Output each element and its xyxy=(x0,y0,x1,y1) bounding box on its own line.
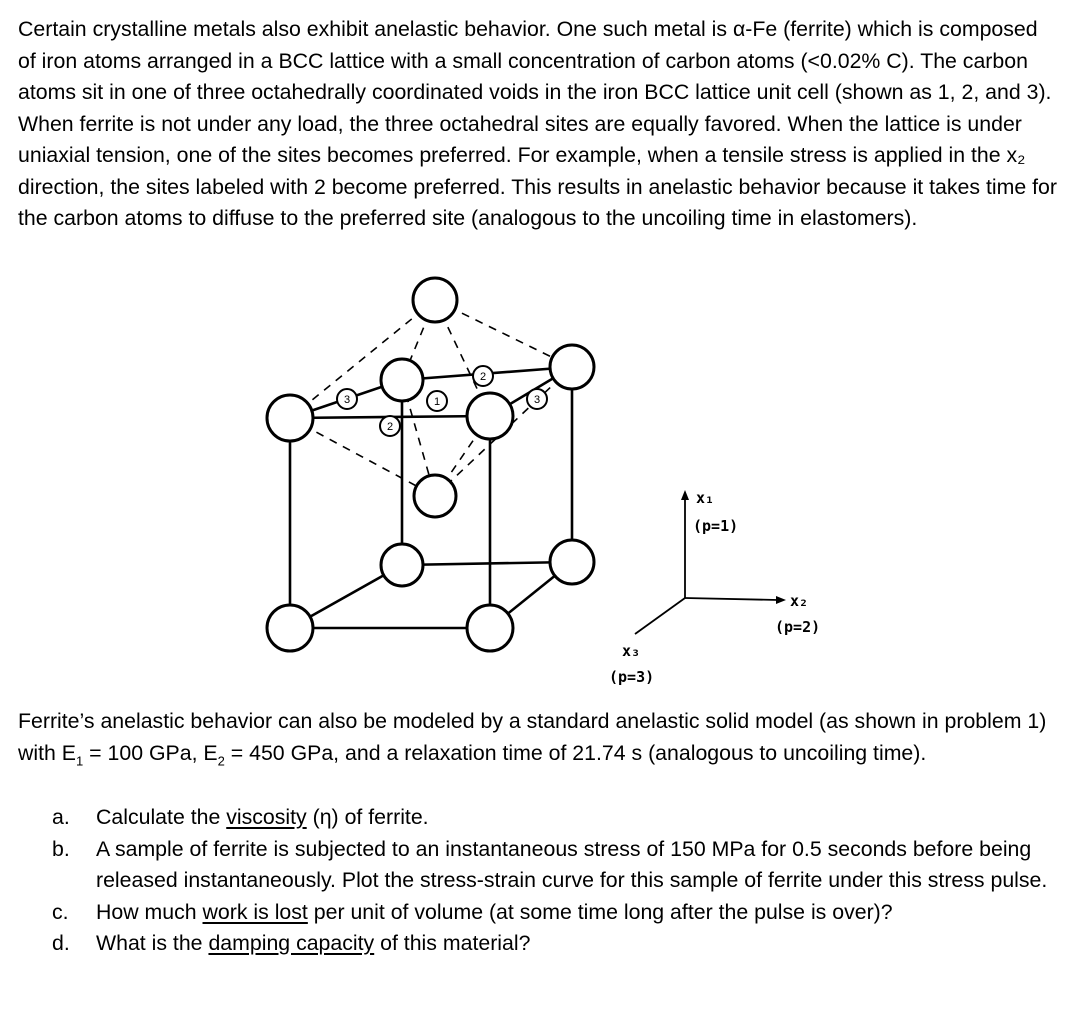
model-paragraph xyxy=(18,706,1058,776)
question-text-before: How much xyxy=(96,899,203,924)
site-label-1-center: 1 xyxy=(433,396,441,408)
x2-arrow-head xyxy=(776,596,786,604)
axis-label-x3-p: (p=3) xyxy=(609,668,655,686)
question-text-before: A sample of ferrite is subjected to an instantaneous stress of 150 MPa for 0.5 seconds before being released instantaneously. Plot the stress-strain curve for this sample of ferrite under this stress pulse. xyxy=(96,836,1048,892)
iron-atom-top xyxy=(413,278,457,322)
iron-atom-front-left-top xyxy=(267,395,313,441)
question-list xyxy=(52,802,1052,960)
question-text-after: (η) of ferrite. xyxy=(306,805,429,829)
axis-label-x3: x₃ xyxy=(622,642,641,660)
question-text-before: What is the xyxy=(96,931,209,955)
model-sub-2: 2 xyxy=(217,752,225,768)
iron-atom-front-right-top xyxy=(467,393,513,439)
site-label-2-left: 2 xyxy=(386,421,394,433)
question-text xyxy=(96,834,1052,897)
x1-arrow-head xyxy=(681,490,689,500)
axis-label-x2: x₂ xyxy=(790,592,809,610)
axis-label-x2-p: (p=2) xyxy=(775,618,821,636)
iron-atoms xyxy=(267,278,594,651)
iron-atom-back-right-top xyxy=(550,345,594,389)
axis-label-x1-p: (p=1) xyxy=(693,517,739,535)
question-marker: a. xyxy=(52,805,70,829)
iron-atom-back-left-top xyxy=(381,359,423,401)
model-sub-1: 1 xyxy=(76,752,84,768)
question-text xyxy=(96,897,1052,929)
model-text-2: = 100 GPa, E xyxy=(83,740,218,765)
bcc-lattice-diagram xyxy=(250,270,870,700)
question-text-after: per unit of volume (at some time long after the pulse is over)? xyxy=(307,899,893,924)
question-marker: b. xyxy=(52,836,70,861)
question-text xyxy=(96,928,1052,960)
axis-label-x1: x₁ xyxy=(696,489,715,507)
question-text-underlined: work is lost xyxy=(202,899,308,924)
iron-atom-front-right-bottom xyxy=(467,605,513,651)
question-item-a xyxy=(52,802,1052,834)
intro-paragraph: Certain crystalline metals also exhibit anelastic behavior. One such metal is α-Fe (ferrite) which is composed of iron atoms arranged in a BCC lattice with a small concentration of carbon atoms (<0.02% C). The carbon atoms sit in one of three octahedrally coordinated voids in the iron BCC lattice unit cell (shown as 1, 2, and 3). When ferrite is not under any load, the three octahedral sites are equally favored. When the lattice is under uniaxial tension, one of the sites becomes preferred. For example, when a tensile stress is applied in the x₂ direction, the sites labeled with 2 become preferred. This results in anelastic behavior because it takes time for the carbon atoms to diffuse to the preferred site (analogous to the uncoiling time in elastomers). xyxy=(18,17,1057,230)
question-text-before: Calculate the xyxy=(96,805,227,829)
question-text-underlined: damping capacity xyxy=(208,931,375,955)
bcc-lattice-figure xyxy=(250,270,870,700)
question-marker: d. xyxy=(52,931,70,955)
model-text-3: = 450 GPa, and a relaxation time of 21.74 s (analogous to uncoiling time). xyxy=(224,740,927,765)
model-text-1: Ferrite’s anelastic behavior can also be modeled by a standard anelastic solid model (as shown in problem 1) with E xyxy=(18,709,1047,765)
question-item-d xyxy=(52,928,1052,960)
question-text xyxy=(96,802,1052,834)
iron-atom-front-left-bottom xyxy=(267,605,313,651)
site-label-2-top: 2 xyxy=(479,371,487,383)
site-label-3-right: 3 xyxy=(533,394,541,406)
question-item-c xyxy=(52,897,1052,929)
question-text-underlined: viscosity xyxy=(226,805,307,829)
site-label-3-left: 3 xyxy=(343,394,351,406)
question-marker: c. xyxy=(52,899,69,924)
question-text-after: of this material? xyxy=(374,931,531,955)
question-item-b xyxy=(52,834,1052,897)
iron-atom-body-center xyxy=(414,475,456,517)
iron-atom-back-right-bottom xyxy=(550,540,594,584)
coordinate-axes xyxy=(609,489,820,686)
iron-atom-back-left-bottom xyxy=(381,544,423,586)
